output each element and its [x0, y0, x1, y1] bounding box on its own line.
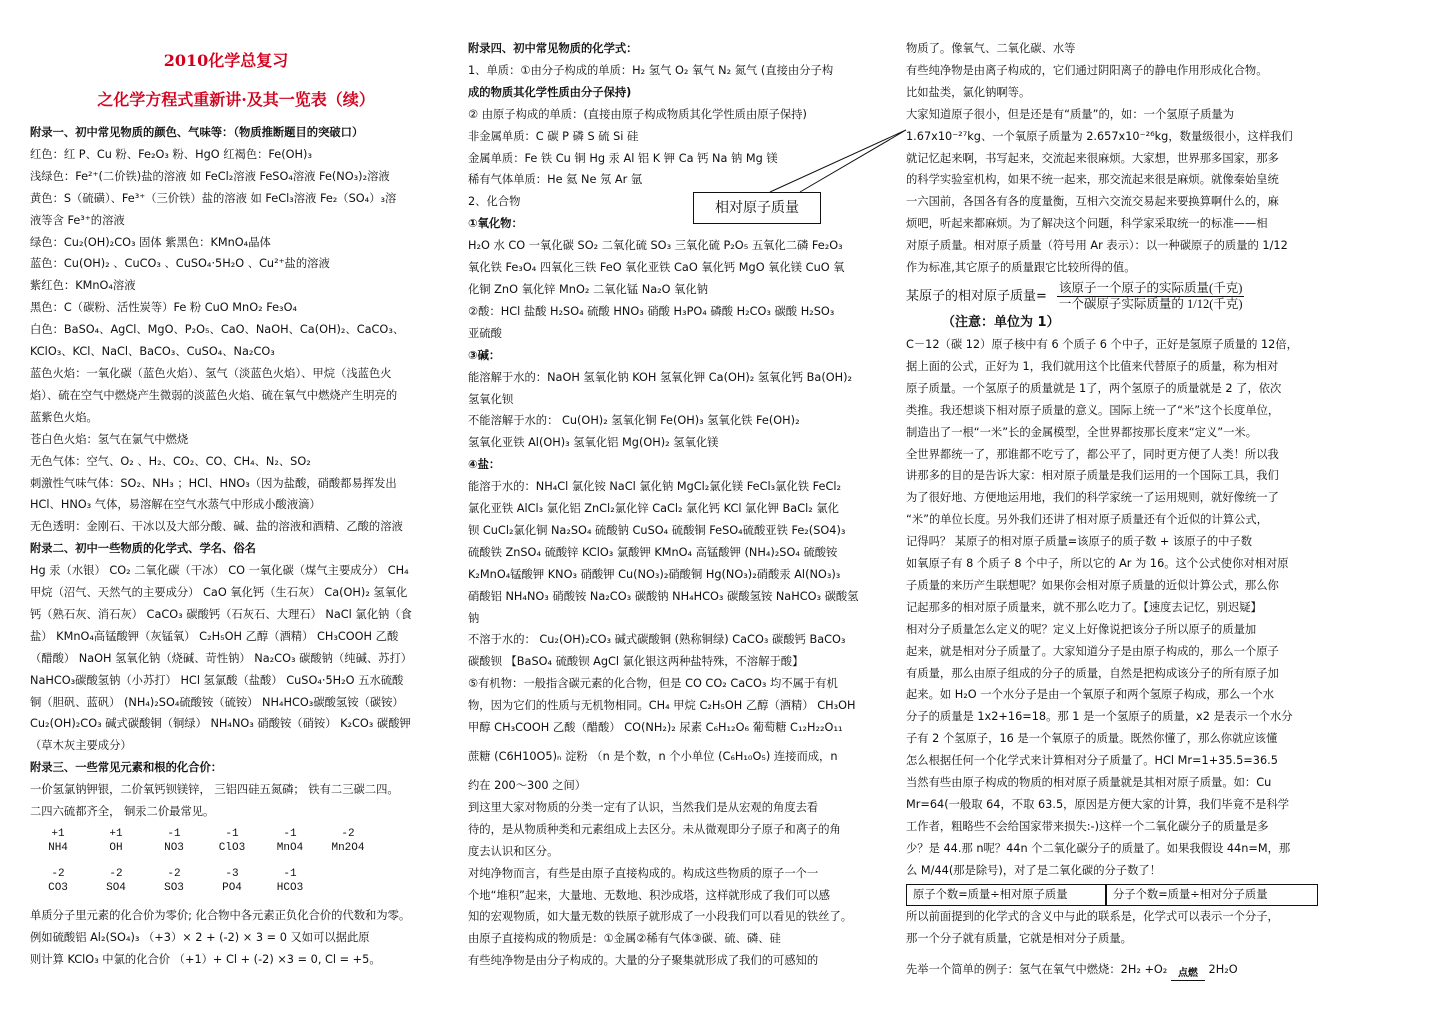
- text-line: 工作者，粗略些不会给国家带来损失:-)这样一个二氧化碳分子的质量是多: [906, 819, 1269, 833]
- valence-cell: Mn2O4: [331, 842, 365, 854]
- col3-text-2: [906, 334, 1322, 882]
- text-line: 当然有些由原子构成的物质的相对原子质量就是其相对原子质量。如：Cu: [906, 776, 1272, 790]
- text-line: 有些纯净物是由离子构成的，它们通过阴阳离子的静电作用形成化合物。: [906, 63, 1268, 77]
- text-line: 个地“堆积”起来，大量地、无数地、积沙成塔，这样就形成了我们可以感: [468, 888, 830, 902]
- text-line: 氢氧化亚铁 Al(OH)₃ 氢氧化铝 Mg(OH)₂ 氢氧化镁: [468, 436, 719, 450]
- formula-fraction: [1057, 281, 1244, 312]
- text-line: 钙（熟石灰、消石灰） CaCO₃ 碳酸钙（石灰石、大理石） NaCl 氯化钠（食: [30, 607, 412, 621]
- text-line: 有些纯净物是由分子构成的。大量的分子聚集就形成了我们的可感知的: [468, 954, 819, 968]
- formula-denominator: 一个碳原子实际质量的 1/12(千克): [1058, 296, 1243, 311]
- text-line: 不溶于水的： Cu₂(OH)₂CO₃ 碱式碳酸铜 (熟称铜绿) CaCO₃ 碳酸钙 BaCO₃: [468, 633, 846, 647]
- text-line: 一价氢氯钠钾银，二价氧钙钡镁锌， 三铝四硅五氮磷； 铁有二三碳二四。: [30, 783, 399, 797]
- text-line: 焰）、硫在空气中燃烧产生微弱的淡蓝色火焰、硫在氧气中燃烧产生明亮的: [30, 388, 398, 402]
- text-line: 记起那多的相对原子质量来，就不那么吃力了。【速度去记忆，别迟疑】: [906, 600, 1262, 614]
- text-line: 类推。我还想谈下相对原子质量的意义。国际上统一了“米”这个长度单位，: [906, 403, 1280, 417]
- text-line: 烦吧，听起来都麻烦。为了解决这个问题，科学家采取统一的标准——相: [906, 217, 1268, 231]
- equation-condition: [1171, 968, 1205, 981]
- equation-product: 2H₂O: [1208, 963, 1238, 977]
- text-line: 1.67x10⁻²⁷kg、一个氧原子质量为 2.657x10⁻²⁶kg，数量级很小，这样我们: [906, 129, 1293, 143]
- text-line: 硫酸铁 ZnSO₄ 硫酸锌 KClO₃ 氯酸钾 KMnO₄ 高锰酸钾 (NH₄)₂SO₄ 硫酸铵: [468, 545, 838, 559]
- text-line: 无色气体：空气、O₂ 、H₂、CO₂、CO、CH₄、N₂、SO₂: [30, 454, 311, 468]
- text-line: 钠: [468, 611, 480, 625]
- valence-cell: MnO4: [276, 842, 304, 854]
- text-line: 附录四、初中常见物质的化学式：: [468, 42, 638, 55]
- text-line: 大家知道原子很小，但是还是有“质量”的，如：一个氢原子质量为: [906, 107, 1235, 121]
- text-line: K₂MnO₄锰酸钾 KNO₃ 硝酸钾 Cu(NO₃)₂硝酸铜 Hg(NO₃)₂硝酸汞 Al(NO₃)₃: [468, 567, 841, 581]
- text-line: 度去认识和区分。: [468, 844, 559, 858]
- text-line: 盐） KMnO₄高锰酸钾（灰锰氧） C₂H₅OH 乙醇（酒精） CH₃COOH 乙酸: [30, 629, 399, 643]
- text-line: 对纯净物而言，有些是由原子直接构成的。构成这些物质的原子一个一: [468, 866, 819, 880]
- unit-note: （注意：单位为 1）: [942, 314, 1060, 330]
- text-line: （醋酸） NaOH 氢氧化钠（烧碱、苛性钠） Na₂CO₃ 碳酸钠（纯碱、苏打）: [30, 651, 413, 665]
- valence-cell: -3: [225, 868, 239, 880]
- text-line: 红色：红 P、Cu 粉、Fe₂O₃ 粉、HgO 红褐色：Fe(OH)₃: [30, 147, 312, 161]
- doc-title: 2010化学总复习: [163, 51, 289, 70]
- text-line: 子质量的来历产生联想呢？如果你会相对原子质量的近似计算公式，那么你: [906, 578, 1279, 592]
- text-line: 制造出了一根“一米”长的金属模型，全世界都按那长度来“定义”一米。: [906, 425, 1258, 439]
- sugar-line: 蔗糖 (C6H10O5)ₙ 淀粉 （n 是个数，n 个小单位 (C₆H₁₀O₅) 连接而成，n: [468, 750, 838, 763]
- text-line: 知的宏观物质，如大量无数的铁原子就形成了一小段我们可以看见的铁丝了。: [468, 910, 853, 924]
- text-line: 原子质量。一个氢原子的质量就是 1了，两个氢原子的质量就是 2 了，依次: [906, 381, 1282, 395]
- text-line: 成的物质其化学性质由分子保持): [468, 85, 632, 99]
- col3-text-3: [906, 906, 1322, 950]
- text-line: 全世界都统一了，那谁都不吃亏了，都公平了，同时更方便了人类！所以我: [906, 447, 1279, 461]
- text-line: 由原子直接构成的物质是：①金属②稀有气体③碳、硫、磷、硅: [468, 932, 781, 946]
- text-line: 所以前面提到的化学式的含义中与此的联系是，化学式可以表示一个分子，: [906, 909, 1279, 923]
- formula-numerator: 该原子一个原子的实际质量(千克): [1059, 280, 1243, 295]
- valence-cell: -1: [225, 828, 239, 840]
- valence-cell: -1: [283, 868, 297, 880]
- text-line: Mr=64(一般取 64，不取 63.5，原因是方便大家的计算，我们毕竟不是科学: [906, 798, 1290, 811]
- text-line: 能溶解于水的：NaOH 氢氧化钠 KOH 氢氧化钾 Ca(OH)₂ 氢氧化钙 Ba(OH)₂: [468, 370, 853, 384]
- valence-cell: -1: [283, 828, 297, 840]
- text-line: 刺激性气味气体：SO₂、NH₃ ；HCl、HNO₃（因为盐酸，硝酸都易挥发出: [30, 476, 397, 490]
- text-line: （草木灰主要成分）: [30, 739, 132, 753]
- equation-line: [906, 959, 1322, 981]
- text-line: C－12（碳 12）原子核中有 6 个质子 6 个中子，正好是氢原子质量的 12倍，: [906, 337, 1298, 351]
- text-line: 碳酸钡 【BaSO₄ 硫酸钡 AgCl 氯化银这两种盐特殊，不溶解于酸】: [468, 655, 804, 669]
- text-line: ④盐：: [468, 458, 501, 472]
- valence-cell: SO3: [164, 882, 184, 894]
- text-line: 绿色：Cu₂(OH)₂CO₃ 固体 紫黑色：KMnO₄晶体: [30, 235, 271, 249]
- text-line: 子有 2 个氢原子，16 是一个氧原子的质量。既然你懂了，那么你就应该懂: [906, 732, 1278, 746]
- text-line: 液等含 Fe³⁺的溶液: [30, 213, 125, 227]
- text-line: 氢氧化钡: [468, 392, 514, 406]
- valence-cell: HCO3: [276, 882, 304, 894]
- text-line: 怎么根据任何一个化学式来计算相对分子质量了。HCl Mr=1+35.5=36.5: [906, 754, 1278, 768]
- text-line: 钡 CuCl₂氯化铜 Na₂SO₄ 硫酸钠 CuSO₄ 硫酸铜 FeSO₄硫酸亚铁 Fe₂(SO4)₃: [468, 523, 846, 537]
- valence-cell: NH4: [48, 842, 68, 854]
- text-line: 单质分子里元素的化合价为零价; 化合物中各元素正负化合价的代数和为零。: [30, 909, 411, 922]
- valence-cell: -2: [341, 828, 355, 840]
- column-right: [906, 38, 1322, 981]
- text-line: 约在 200～300 之间）: [468, 779, 587, 792]
- text-line: 相对分子质量怎么定义的呢？定义上好像说把该分子所以原子的质量加: [906, 622, 1257, 636]
- text-line: HCl、HNO₃ 气体，易溶解在空气水蒸气中形成小酸液滴）: [30, 498, 321, 512]
- condition-label: 点燃: [1171, 968, 1205, 981]
- text-line: 的科学实验室机构，如果不统一起来，那交流起来很是麻烦。就像秦始皇统: [906, 173, 1279, 187]
- text-line: 苍白色火焰：氢气在氯气中燃烧: [30, 432, 189, 446]
- text-line: 无色透明：金刚石、干冰以及大部分酸、碱、盐的溶液和酒精、乙酸的溶液: [30, 520, 403, 534]
- text-line: 蓝色：Cu(OH)₂ 、CuCO₃ 、CuSO₄·5H₂O 、Cu²⁺盐的溶液: [30, 257, 330, 271]
- text-line: 讲那多的目的是告诉大家：相对原子质量是我们运用的一个国际工具，我们: [906, 469, 1279, 483]
- text-line: 氯化亚铁 AlCl₃ 氯化铝 ZnCl₂氯化锌 CaCl₂ 氯化钙 KCl 氯化钾 BaCl₂ 氯化: [468, 502, 839, 516]
- text-line: 到这里大家对物质的分类一定有了认识，当然我们是从宏观的角度去看: [468, 800, 819, 814]
- atom-count-box: 原子个数=质量÷相对原子质量: [906, 884, 1106, 906]
- text-line: 待的，是从物质种类和元素组成上去区分。未从微观即分子原子和离子的角: [468, 822, 841, 836]
- text-line: 硝酸铝 NH₄NO₃ 硝酸铵 Na₂CO₃ 碳酸钠 NH₄HCO₃ 碳酸氢铵 NaHCO₃ 碳酸氢: [468, 589, 859, 603]
- text-line: 金属单质：Fe 铁 Cu 铜 Hg 汞 Al 铝 K 钾 Ca 钙 Na 钠 Mg 镁: [468, 151, 778, 165]
- text-line: 附录一、初中常见物质的颜色、气味等：（物质推断题目的突破口）: [30, 126, 364, 139]
- molecule-count-box: 分子个数=质量÷相对分子质量: [1106, 884, 1318, 906]
- valence-cell: OH: [109, 842, 123, 854]
- text-line: 甲烷（沼气、天然气的主要成分） CaO 氧化钙（生石灰） Ca(OH)₂ 氢氧化: [30, 586, 408, 600]
- valence-cell: -2: [109, 868, 123, 880]
- text-line: 亚硫酸: [468, 326, 502, 340]
- text-line: 如氧原子有 8 个质子 8 个中子，所以它的 Ar 为 16。这个公式使你对相对原: [906, 557, 1289, 571]
- valence-cell: CO3: [48, 882, 68, 894]
- valence-cell: +1: [51, 828, 65, 840]
- valence-cell: SO4: [106, 882, 126, 894]
- doc-subtitle: 之化学方程式重新讲·及其一览表（续）: [97, 90, 375, 109]
- text-line: 附录三、一些常见元素和根的化合价：: [30, 761, 223, 775]
- text-line: “米”的单位长度。另外我们还讲了相对原子质量还有个近似的计算公式，: [906, 513, 1268, 527]
- valence-cell: +1: [109, 828, 123, 840]
- formula-boxes: [906, 884, 1322, 906]
- text-line: 二四六硫都齐全， 铜汞二价最常见。: [30, 805, 215, 819]
- text-line: 化铜 ZnO 氧化锌 MnO₂ 二氧化锰 Na₂O 氧化钠: [468, 282, 709, 296]
- text-line: 蓝紫色火焰。: [30, 410, 98, 424]
- formula-label: 某原子的相对原子质量=: [906, 288, 1047, 304]
- text-line: Cu₂(OH)₂CO₃ 碱式碳酸铜（铜绿） NH₄NO₃ 硝酸铵（硝铵） K₂CO₃ 碳酸钾: [30, 717, 411, 731]
- text-line: 铜（胆矾、蓝矾） (NH₄)₂SO₄硫酸铵（硫铵） NH₄HCO₃碳酸氢铵（碳铵）: [30, 695, 404, 709]
- text-line: 少？是 44.那 n呢？44n 个二氧化碳分子的质量了。如果我假设 44n=M，那: [906, 841, 1291, 855]
- callout-box: 相对原子质量: [693, 192, 821, 224]
- equation-text: 先举一个简单的例子：氢气在氧气中燃烧：2H₂ +O₂: [906, 963, 1168, 977]
- text-line: 紫红色：KMnO₄溶液: [30, 279, 136, 293]
- text-line: 能溶于水的：NH₄Cl 氯化铵 NaCl 氯化钠 MgCl₂氯化镁 FeCl₃氯化铁 FeCl₂: [468, 480, 842, 494]
- text-line: 物，因为它们的性质与无机物相同。CH₄ 甲烷 C₂H₅OH 乙醇（酒精） CH₃OH: [468, 699, 856, 713]
- text-line: 一六国前，各国各有各的度量衡，互相六交流交易起来要换算啊什么的，麻: [906, 195, 1279, 209]
- text-line: ②酸：HCl 盐酸 H₂SO₄ 硫酸 HNO₃ 硝酸 H₃PO₄ 磷酸 H₂CO₃ 碳酸 H₂SO₃: [468, 304, 835, 318]
- text-line: 2、化合物: [468, 195, 521, 209]
- text-line: 非金属单质：C 碳 P 磷 S 硫 Si 硅: [468, 129, 639, 143]
- text-line: ①氧化物：: [468, 217, 523, 231]
- text-line: 甲醇 CH₃COOH 乙酸（醋酸） CO(NH₂)₂ 尿素 C₆H₁₂O₆ 葡萄糖 C₁₂H₂₂O₁₁: [468, 721, 843, 735]
- text-line: 蓝色火焰：一氧化碳（蓝色火焰）、氢气（淡蓝色火焰）、甲烷（浅蓝色火: [30, 366, 392, 380]
- text-line: ③碱：: [468, 348, 501, 362]
- text-line: 作为标准,其它原子的质量跟它比较所得的值。: [906, 261, 1136, 275]
- text-line: 物质了。像氧气、二氧化碳、水等: [906, 42, 1076, 55]
- text-line: 起来，就是相对分子质量了。大家知道分子是由原子构成的，那么一个原子: [906, 644, 1279, 658]
- text-line: 那一个分子就有质量，它就是相对分子质量。: [906, 931, 1132, 945]
- valence-cell: -1: [167, 828, 181, 840]
- text-line: 记得吗？ 某原子的相对原子质量=该原子的质子数 + 该原子的中子数: [906, 535, 1253, 549]
- col3-text: [906, 38, 1322, 279]
- text-line: 白色：BaSO₄、AgCl、MgO、P₂O₅、CaO、NaOH、Ca(OH)₂、CaCO₃、: [30, 323, 405, 337]
- valence-cell: PO4: [222, 882, 242, 894]
- text-line: 么 M/44(那是除号)，对了是二氧化碳的分子数了！: [906, 863, 1161, 877]
- text-line: 浅绿色：Fe²⁺(二价铁)盐的溶液 如 FeCl₂溶液 FeSO₄溶液 Fe(NO₃)₂溶液: [30, 169, 390, 183]
- text-line: 为了很好地、方便地运用地，我们的科学家统一了运用规则，就好像统一了: [906, 491, 1279, 505]
- text-line: KClO₃、KCl、NaCl、BaCO₃、CuSO₄、Na₂CO₃: [30, 345, 275, 359]
- text-line: 对原子质量。相对原子质量（符号用 Ar 表示）：以一种碳原子的质量的 1/12: [906, 239, 1288, 253]
- text-line: 起来。如 H₂O 一个水分子是由一个氧原子和两个氢原子构成，那么一个水: [906, 688, 1275, 702]
- text-line: 分子的质量是 1x2+16=18。那 1 是一个氢原子的质量，x2 是表示一个水分: [906, 710, 1293, 724]
- text-line: 黑色：C（碳粉、活性炭等）Fe 粉 CuO MnO₂ Fe₃O₄: [30, 301, 297, 315]
- text-line: 不能溶解于水的： Cu(OH)₂ 氢氧化铜 Fe(OH)₃ 氢氧化铁 Fe(OH)₂: [468, 414, 800, 428]
- text-line: 比如盐类，氯化钠啊等。: [906, 85, 1031, 99]
- text-line: 稀有气体单质：He 氦 Ne 氖 Ar 氩: [468, 173, 643, 187]
- valence-cell: -2: [167, 868, 181, 880]
- valence-cell: NO3: [164, 842, 184, 854]
- text-line: H₂O 水 CO 一氧化碳 SO₂ 二氧化硫 SO₃ 三氧化硫 P₂O₅ 五氧化二磷 Fe₂O₃: [468, 239, 843, 253]
- text-line: ② 由原子构成的单质：(直接由原子构成物质其化学性质由原子保持): [468, 107, 807, 121]
- valence-cell: -2: [51, 868, 65, 880]
- formula-row: [906, 281, 1322, 312]
- text-line: Hg 汞（水银） CO₂ 二氧化碳（干冰） CO 一氧化碳（煤气主要成分） CH₄: [30, 564, 409, 578]
- text-line: 据上面的公式，正好为 1，我们就用这个比值来代替原子的质量，称为相对: [906, 359, 1279, 373]
- text-line: 例如硫酸铝 Al₂(SO₄)₃ （+3）× 2 + (-2) × 3 = 0 又如可以据此原: [30, 930, 370, 944]
- valence-cell: ClO3: [218, 842, 246, 854]
- text-line: 1、单质：①由分子构成的单质：H₂ 氢气 O₂ 氧气 N₂ 氮气 (直接由分子构: [468, 63, 834, 77]
- text-line: 黄色：S（硫磺）、Fe³⁺（三价铁）盐的溶液 如 FeCl₃溶液 Fe₂（SO₄）₃溶: [30, 191, 397, 205]
- text-line: NaHCO₃碳酸氢钠（小苏打） HCl 氢氯酸（盐酸） CuSO₄·5H₂O 五水硫酸: [30, 673, 404, 687]
- text-line: 则计算 KClO₃ 中氯的化合价 （+1）+ Cl + (-2) ×3 = 0, Cl = +5。: [30, 952, 381, 966]
- text-line: 有质量，那么由原子组成的分子的质量，自然是把构成该分子的所有原子加: [906, 666, 1279, 680]
- text-line: 附录二、初中一些物质的化学式、学名、俗名: [30, 542, 256, 556]
- text-line: 氧化铁 Fe₃O₄ 四氧化三铁 FeO 氧化亚铁 CaO 氧化钙 MgO 氧化镁 CuO 氧: [468, 261, 845, 275]
- text-line: ⑤有机物：一般指含碳元素的化合物，但是 CO CO₂ CaCO₃ 均不属于有机: [468, 677, 838, 691]
- text-line: 就记忆起来啊，书写起来，交流起来很麻烦。大家想，世界那多国家，那多: [906, 151, 1279, 165]
